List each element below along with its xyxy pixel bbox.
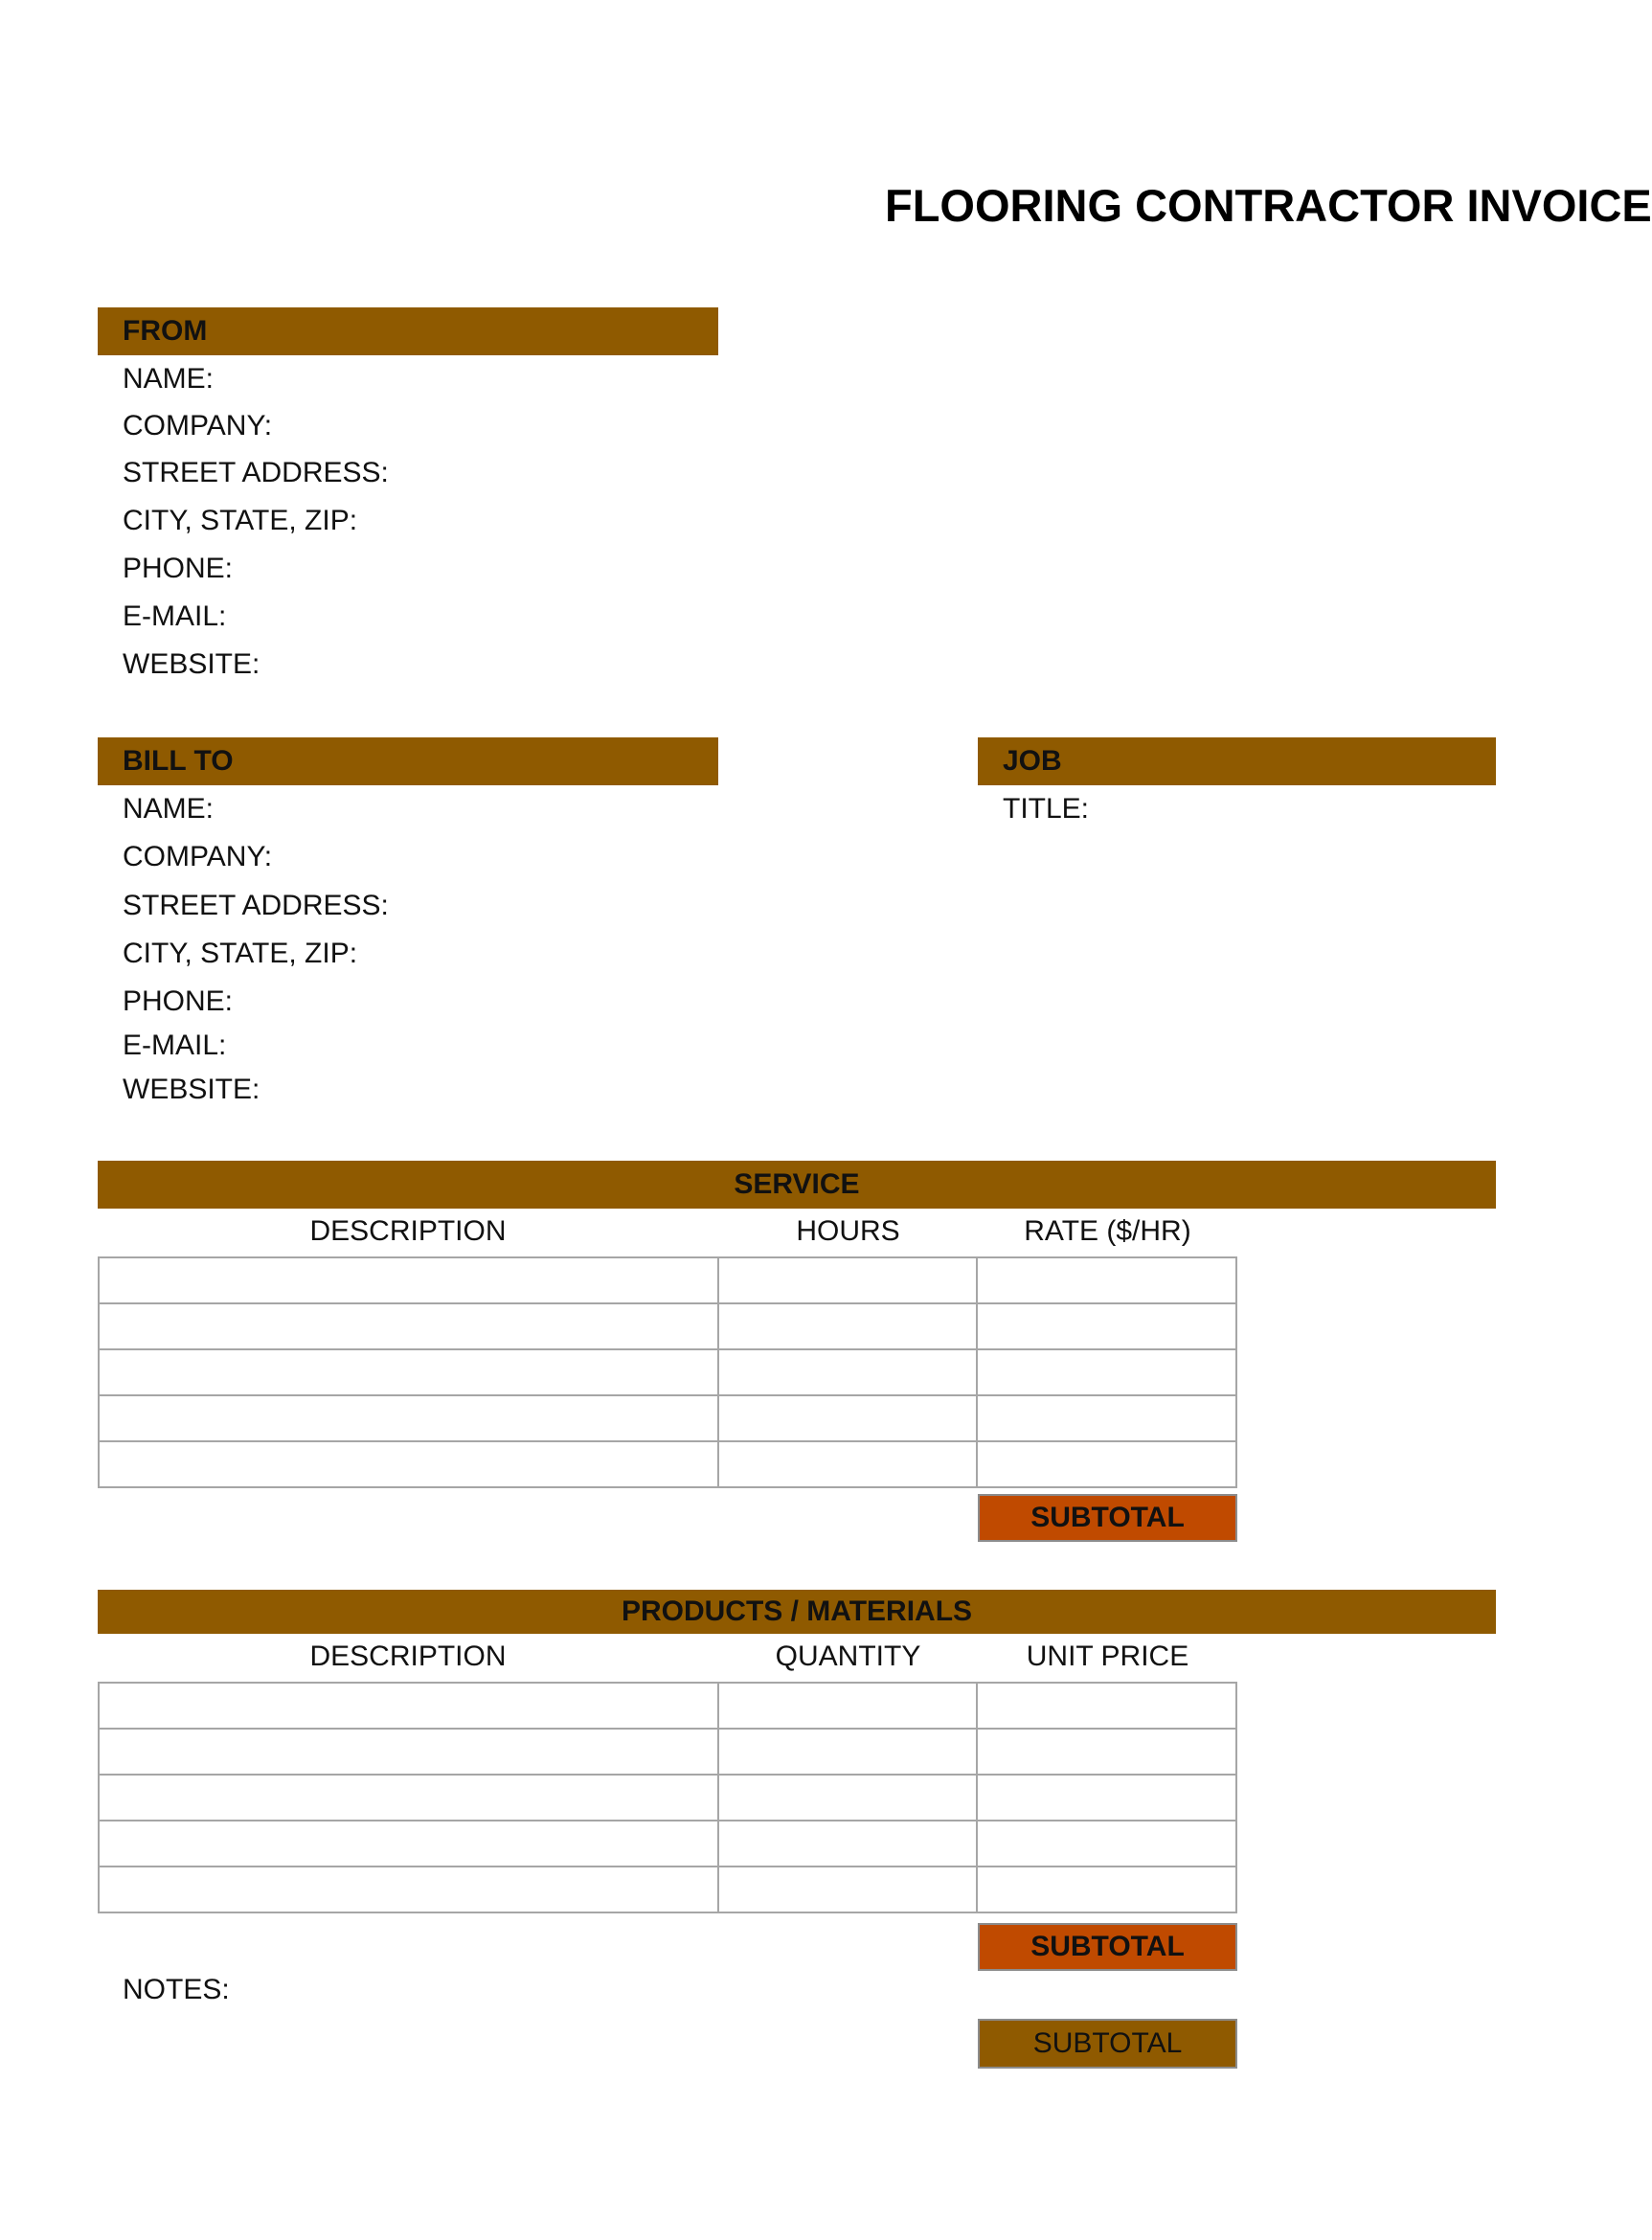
service-header: SERVICE: [98, 1161, 1496, 1209]
product-description-cell[interactable]: [99, 1821, 718, 1867]
product-quantity-cell[interactable]: [718, 1683, 978, 1729]
from-phone-label: PHONE:: [123, 553, 234, 584]
service-col-rate: RATE ($/HR): [1024, 1215, 1191, 1247]
from-website-label: WEBSITE:: [123, 648, 260, 680]
bill-to-street-label: STREET ADDRESS:: [123, 890, 389, 921]
from-city-label: CITY, STATE, ZIP:: [123, 505, 358, 536]
service-rate-cell[interactable]: [977, 1349, 1236, 1395]
product-quantity-cell[interactable]: [718, 1867, 978, 1912]
bill-to-company-label: COMPANY:: [123, 841, 273, 872]
product-description-cell[interactable]: [99, 1683, 718, 1729]
bill-to-phone-label: PHONE:: [123, 985, 234, 1017]
job-header: JOB: [978, 737, 1496, 785]
products-header: PRODUCTS / MATERIALS: [98, 1590, 1496, 1634]
service-subtotal: SUBTOTAL: [978, 1494, 1237, 1542]
product-quantity-cell[interactable]: [718, 1729, 978, 1775]
from-email-label: E-MAIL:: [123, 600, 227, 632]
service-hours-cell[interactable]: [718, 1441, 978, 1487]
service-hours-cell[interactable]: [718, 1349, 978, 1395]
service-rate-cell[interactable]: [977, 1257, 1236, 1303]
product-unit-price-cell[interactable]: [977, 1775, 1236, 1821]
bill-to-email-label: E-MAIL:: [123, 1029, 227, 1061]
invoice-title: FLOORING CONTRACTOR INVOICE: [885, 180, 1652, 231]
bill-to-website-label: WEBSITE:: [123, 1074, 260, 1105]
service-table: [98, 1256, 1237, 1488]
table-row: [99, 1775, 1236, 1821]
bill-to-name-label: NAME:: [123, 793, 215, 825]
products-col-description: DESCRIPTION: [309, 1640, 507, 1672]
product-quantity-cell[interactable]: [718, 1821, 978, 1867]
product-description-cell[interactable]: [99, 1729, 718, 1775]
products-table: [98, 1682, 1237, 1913]
from-header: FROM: [98, 307, 718, 355]
from-street-label: STREET ADDRESS:: [123, 457, 389, 488]
from-company-label: COMPANY:: [123, 410, 273, 441]
service-hours-cell[interactable]: [718, 1395, 978, 1441]
service-description-cell[interactable]: [99, 1395, 718, 1441]
table-row: [99, 1729, 1236, 1775]
service-description-cell[interactable]: [99, 1303, 718, 1349]
service-rate-cell[interactable]: [977, 1395, 1236, 1441]
products-subtotal: SUBTOTAL: [978, 1923, 1237, 1971]
table-row: [99, 1349, 1236, 1395]
products-col-quantity: QUANTITY: [775, 1640, 921, 1672]
service-hours-cell[interactable]: [718, 1303, 978, 1349]
table-row: [99, 1395, 1236, 1441]
bill-to-city-label: CITY, STATE, ZIP:: [123, 938, 358, 969]
product-description-cell[interactable]: [99, 1775, 718, 1821]
service-rate-cell[interactable]: [977, 1303, 1236, 1349]
product-unit-price-cell[interactable]: [977, 1729, 1236, 1775]
product-unit-price-cell[interactable]: [977, 1821, 1236, 1867]
bill-to-header: BILL TO: [98, 737, 718, 785]
service-description-cell[interactable]: [99, 1257, 718, 1303]
table-row: [99, 1441, 1236, 1487]
table-row: [99, 1821, 1236, 1867]
table-row: [99, 1303, 1236, 1349]
final-subtotal: SUBTOTAL: [978, 2019, 1237, 2069]
product-quantity-cell[interactable]: [718, 1775, 978, 1821]
service-description-cell[interactable]: [99, 1349, 718, 1395]
service-col-description: DESCRIPTION: [309, 1215, 507, 1247]
service-rate-cell[interactable]: [977, 1441, 1236, 1487]
product-description-cell[interactable]: [99, 1867, 718, 1912]
notes-label: NOTES:: [123, 1974, 230, 2005]
products-col-unit-price: UNIT PRICE: [1026, 1640, 1189, 1672]
table-row: [99, 1257, 1236, 1303]
product-unit-price-cell[interactable]: [977, 1867, 1236, 1912]
table-row: [99, 1683, 1236, 1729]
service-description-cell[interactable]: [99, 1441, 718, 1487]
job-title-label: TITLE:: [1003, 793, 1090, 825]
service-hours-cell[interactable]: [718, 1257, 978, 1303]
service-col-hours: HOURS: [796, 1215, 900, 1247]
table-row: [99, 1867, 1236, 1912]
product-unit-price-cell[interactable]: [977, 1683, 1236, 1729]
from-name-label: NAME:: [123, 363, 215, 395]
